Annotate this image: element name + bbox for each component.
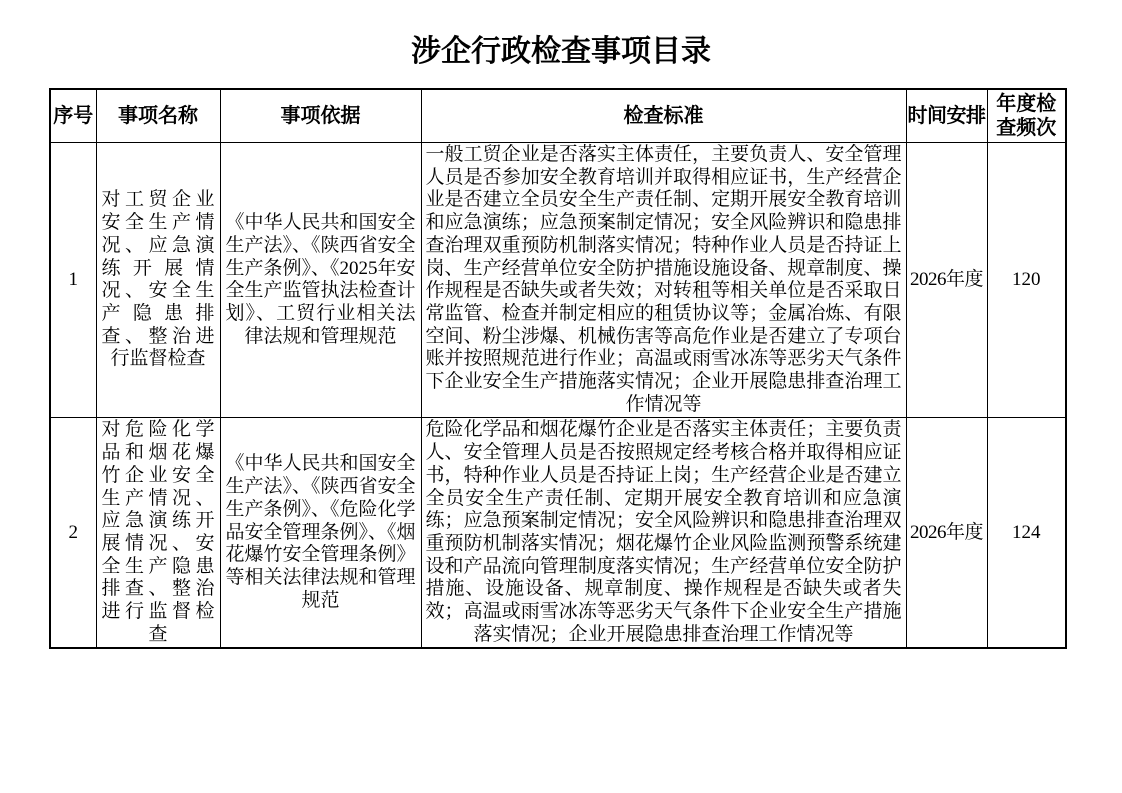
row1-basis-cell: 《中华人民共和国安全生产法》、《陕西省安全生产条例》、《2025年安全生产监管执法检查计划》、工贸行业相关法律法规和管理规范 bbox=[220, 143, 421, 418]
row1-serial-cell: 1 bbox=[50, 143, 96, 418]
row1-standard-cell: 一般工贸企业是否落实主体责任，主要负责人、安全管理人员是否参加安全教育培训并取得相应证书，生产经营企业是否建立全员安全生产责任制、定期开展安全教育培训和应急演练；应急预案制定情况；安全风险辨识和隐患排查治理双重预防机制落实情况；特种作业人员是否持证上岗、生产经营单位安全防护措施设施设备、规章制度、操作规程是否缺失或者失效；对转租等相关单位是否采取日常监管、检查并制定相应的租赁协议等；金属冶炼、有限空间、粉尘涉爆、机械伤害等高危作业是否建立了专项台账并按照规范进行作业；高温或雨雪冰冻等恶劣天气条件下企业安全生产措施落实情况；企业开展隐患排查治理工作情况等 bbox=[421, 143, 906, 418]
inspection-items-table bbox=[49, 88, 1067, 649]
table-row bbox=[50, 418, 1066, 649]
column-header-basis: 事项依据 bbox=[220, 89, 421, 143]
column-header-serial: 序号 bbox=[50, 89, 96, 143]
column-header-schedule: 时间安排 bbox=[906, 89, 987, 143]
row2-frequency-cell: 124 bbox=[987, 418, 1066, 649]
row1-item-name-cell: 对工贸企业安全生产情况、应急演练开展情况、安全生产隐患排查、整治进行监督检查 bbox=[96, 143, 220, 418]
row1-schedule-cell: 2026年度 bbox=[906, 143, 987, 418]
row2-schedule-cell: 2026年度 bbox=[906, 418, 987, 649]
row2-item-name-cell: 对危险化学品和烟花爆竹企业安全生产情况、应急演练开展情况、安全生产隐患排查、整治进行监督检查 bbox=[96, 418, 220, 649]
column-header-standard: 检查标准 bbox=[421, 89, 906, 143]
table-row bbox=[50, 143, 1066, 418]
row2-basis-cell: 《中华人民共和国安全生产法》、《陕西省安全生产条例》、《危险化学品安全管理条例》、《烟花爆竹安全管理条例》等相关法律法规和管理规范 bbox=[220, 418, 421, 649]
document-title: 涉企行政检查事项目录 bbox=[411, 35, 711, 68]
table-header-row bbox=[50, 89, 1066, 143]
row2-standard-cell: 危险化学品和烟花爆竹企业是否落实主体责任；主要负责人、安全管理人员是否按照规定经考核合格并取得相应证书，特种作业人员是否持证上岗；生产经营企业是否建立全员安全生产责任制、定期开展安全教育培训和应急演练；应急预案制定情况；安全风险辨识和隐患排查治理双重预防机制落实情况；烟花爆竹企业风险监测预警系统建设和产品流向管理制度落实情况；生产经营单位安全防护措施、设施设备、规章制度、操作规程是否缺失或者失效；高温或雨雪冰冻等恶劣天气条件下企业安全生产措施落实情况；企业开展隐患排查治理工作情况等 bbox=[421, 418, 906, 649]
row2-serial-cell: 2 bbox=[50, 418, 96, 649]
column-header-item-name: 事项名称 bbox=[96, 89, 220, 143]
row1-frequency-cell: 120 bbox=[987, 143, 1066, 418]
column-header-frequency: 年度检查频次 bbox=[987, 89, 1066, 143]
